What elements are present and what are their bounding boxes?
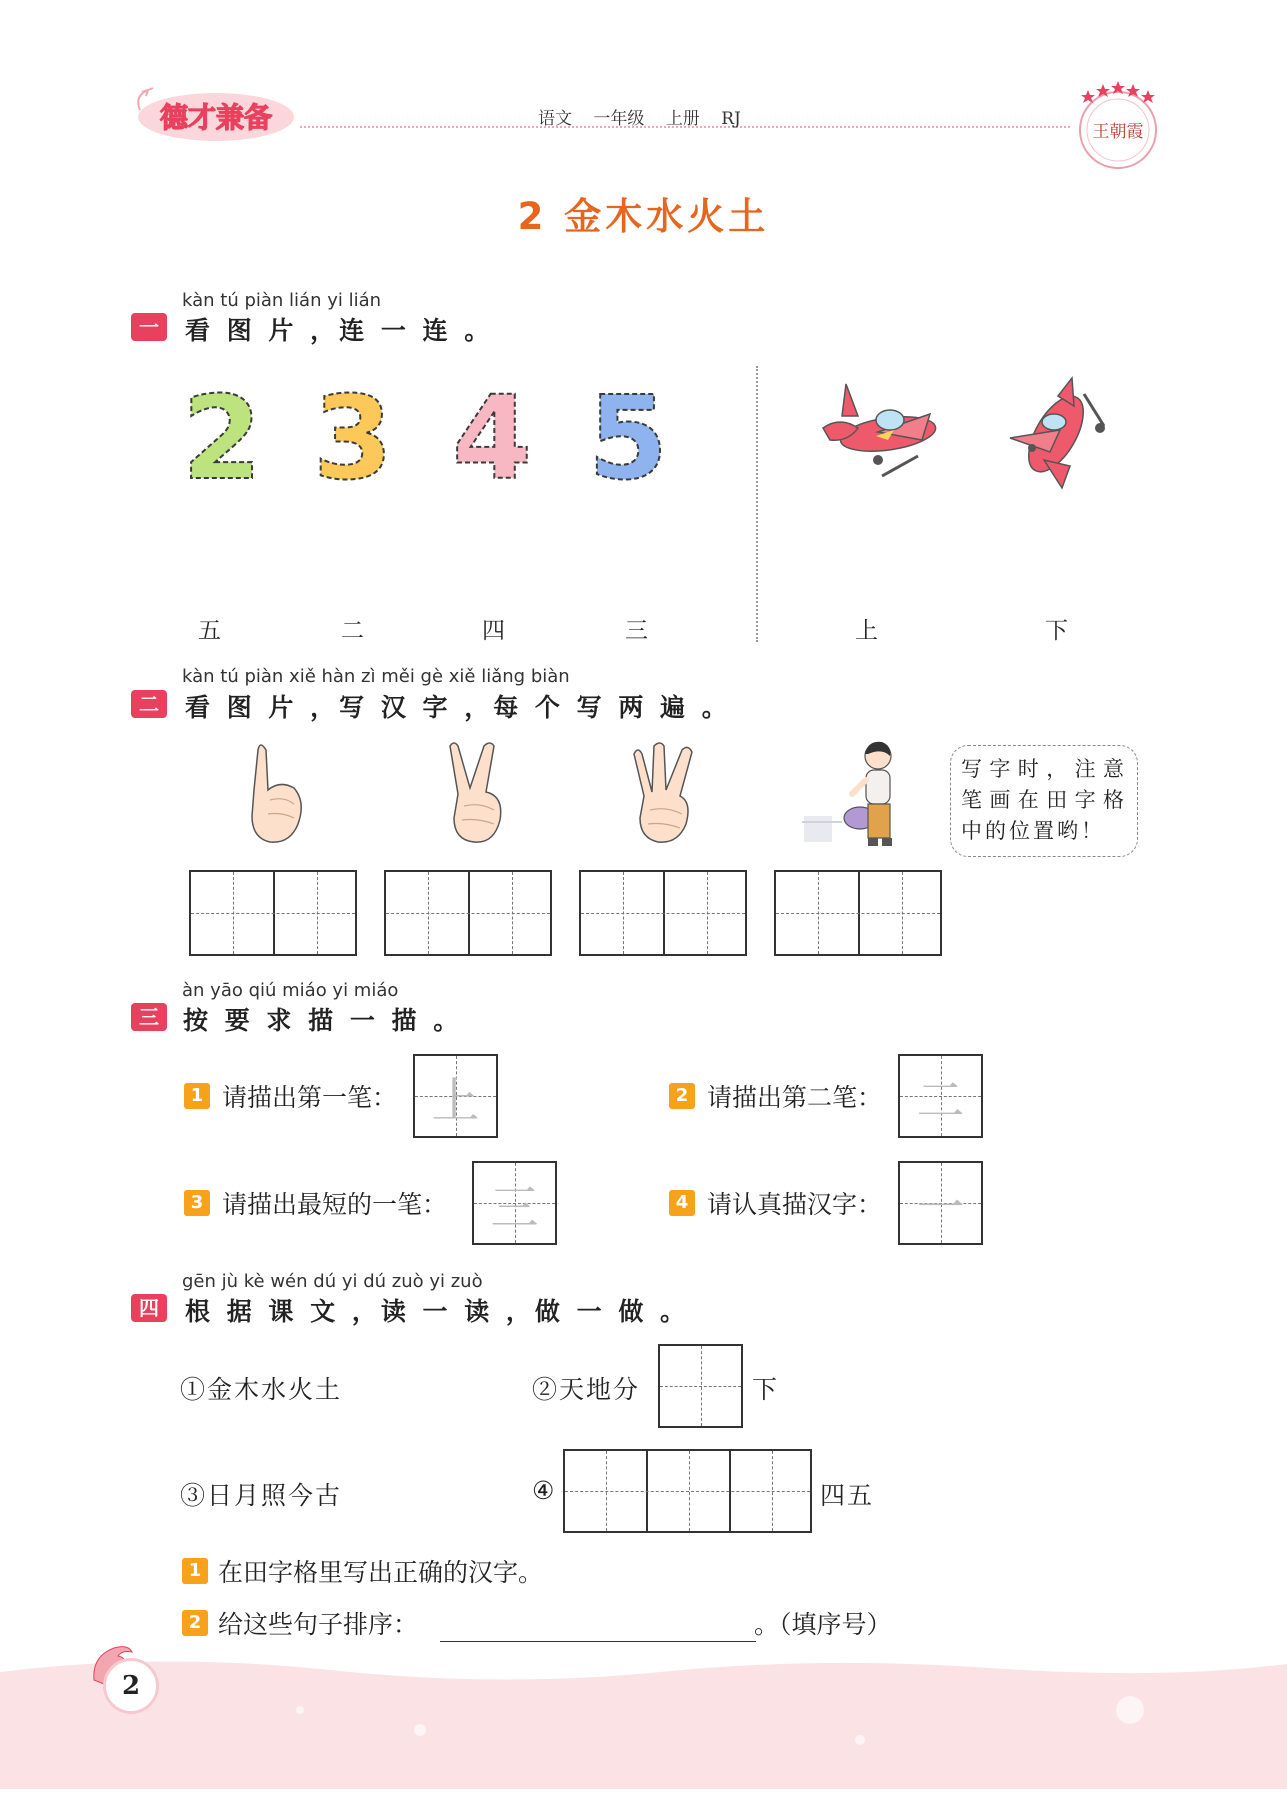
text-line-4-end: 四五 [820, 1481, 875, 1510]
q4-2-text: 给这些句子排序： [218, 1610, 419, 1639]
text-line-4: ④ [532, 1476, 557, 1505]
number-3: 3 [313, 378, 394, 490]
q4-1-text: 在田字格里写出正确的汉字。 [218, 1558, 544, 1587]
boy-pointing-illustration [802, 738, 906, 850]
number-4: 4 [452, 378, 533, 490]
trace-grid-4[interactable] [898, 1161, 983, 1245]
q3-1-text: 请描出第一笔： [222, 1083, 398, 1112]
author-seal [1072, 80, 1164, 172]
brand-logo [130, 82, 298, 144]
hand-one-finger-illustration [240, 740, 310, 848]
header-volume: 上册 [665, 109, 700, 129]
text-line-2: ②天地分 [532, 1375, 641, 1404]
fill-grid-line-4[interactable] [563, 1449, 812, 1533]
writing-grid-3[interactable] [579, 870, 747, 956]
section-4-pinyin: gēn jù kè wén dú yi dú zuò yi zuò [182, 1271, 483, 1292]
section-4-instruction: 根 据 课 文 ，读 一 读 ，做 一 做 。 [185, 1297, 690, 1326]
number-5: 5 [588, 378, 669, 490]
trace-grid-3[interactable] [472, 1161, 557, 1245]
section-3-badge: 三 [131, 1003, 167, 1031]
section-4-badge: 四 [131, 1294, 167, 1322]
section-1-pinyin: kàn tú piàn lián yi lián [182, 290, 382, 311]
q3-2-number: 2 [669, 1083, 695, 1109]
choice-char-xia: 下 [1045, 618, 1068, 644]
writing-grid-2[interactable] [384, 870, 552, 956]
fill-grid-line-2[interactable] [658, 1344, 743, 1428]
q4-2-suffix: 。（填序号） [754, 1610, 892, 1639]
hand-two-fingers-illustration [440, 740, 514, 848]
trace-char-yi: 一 [916, 1179, 965, 1236]
airplane-up-illustration [818, 376, 950, 484]
section-2-instruction: 看 图 片 ，写 汉 字 ，每 个 写 两 遍 。 [185, 693, 731, 722]
text-line-3: ③日月照今古 [180, 1481, 343, 1510]
numbers-illustration [180, 378, 680, 490]
trace-char-san: 三 [490, 1179, 539, 1236]
header-info [538, 104, 757, 129]
footer-wave [0, 1650, 1287, 1789]
section-1-divider [756, 366, 758, 642]
number-2: 2 [182, 378, 263, 490]
section-2-pinyin: kàn tú piàn xiě hàn zì měi gè xiě liǎng biàn [182, 666, 570, 687]
choice-char-si: 四 [482, 618, 505, 644]
airplane-down-illustration [1000, 376, 1116, 496]
section-1-badge: 一 [131, 313, 167, 341]
header-subject: 语文 [538, 109, 572, 129]
trace-char-shang: 上 [431, 1072, 480, 1129]
section-1-instruction: 看 图 片 ，连 一 连 。 [185, 316, 494, 345]
hand-three-fingers-illustration [626, 740, 706, 848]
text-line-2-end: 下 [752, 1375, 780, 1404]
q3-2-text: 请描出第二笔： [707, 1083, 883, 1112]
q3-3-number: 3 [184, 1190, 210, 1216]
header-grade: 一年级 [593, 109, 645, 129]
q3-4-number: 4 [669, 1190, 695, 1216]
seal-text: 王朝霞 [1092, 122, 1144, 142]
trace-grid-1[interactable] [413, 1054, 498, 1138]
q4-1-number: 1 [182, 1558, 208, 1584]
writing-grid-1[interactable] [189, 870, 357, 956]
section-2-badge: 二 [131, 690, 167, 718]
page-number: 2 [103, 1658, 159, 1714]
choice-char-shang: 上 [855, 618, 878, 644]
section-3-instruction: 按 要 求 描 一 描 。 [183, 1006, 463, 1035]
text-line-1: ①金木水火土 [180, 1375, 343, 1404]
header-edition: RJ [721, 109, 741, 129]
trace-char-er: 二 [916, 1072, 965, 1129]
q3-1-number: 1 [184, 1083, 210, 1109]
q3-4-text: 请认真描汉字： [707, 1190, 883, 1219]
lesson-title: 2 金木水火土 [517, 195, 770, 238]
q3-3-text: 请描出最短的一笔： [222, 1190, 448, 1219]
choice-char-er: 二 [341, 618, 364, 644]
section-3-pinyin: àn yāo qiú miáo yi miáo [182, 980, 399, 1001]
choice-char-wu: 五 [198, 618, 221, 644]
trace-grid-2[interactable] [898, 1054, 983, 1138]
q4-2-number: 2 [182, 1610, 208, 1636]
answer-blank[interactable] [440, 1641, 756, 1642]
tip-bubble: 写字时，注意笔画在田字格中的位置哟！ [950, 745, 1138, 857]
choice-char-san: 三 [625, 618, 648, 644]
writing-grid-4[interactable] [774, 870, 942, 956]
brand-text: 德才兼备 [159, 101, 273, 134]
